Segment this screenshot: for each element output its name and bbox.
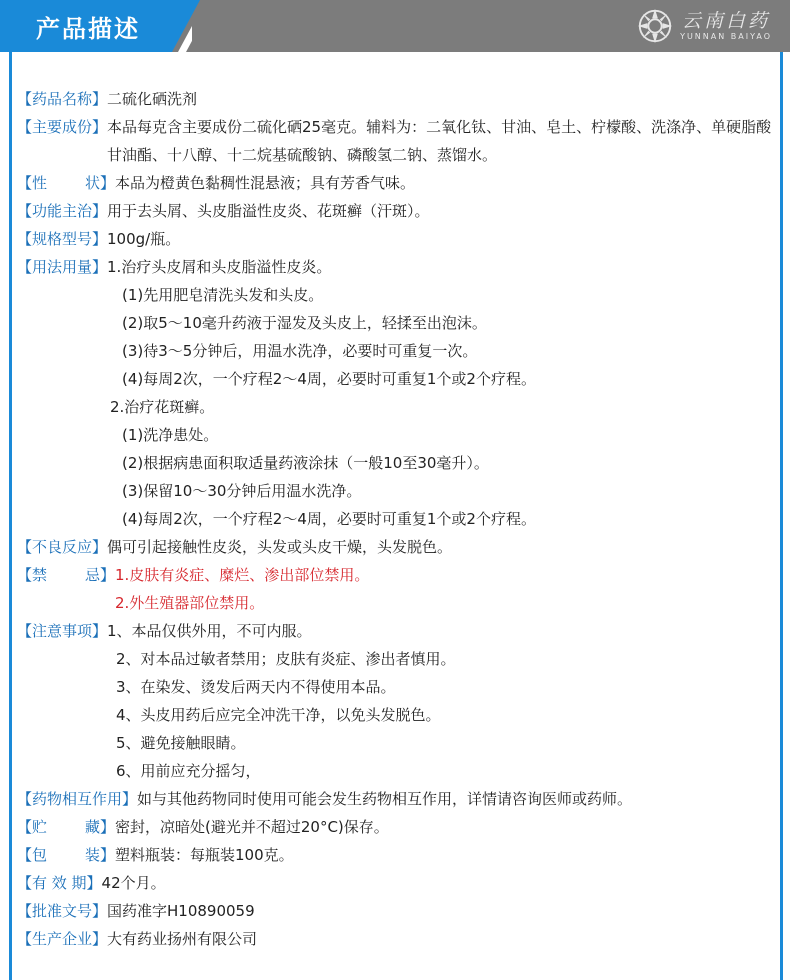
field-interaction xyxy=(17,785,777,813)
usage-step: (2)取5～10毫升药液于湿发及头皮上，轻揉至出泡沫。 xyxy=(122,314,487,332)
field-value: 本品每克含主要成份二硫化硒25毫克。辅料为：二氧化钛、甘油、皂土、柠檬酸、洗涤净、单硬脂酸甘油酯、十八醇、十二烷基硫酸钠、磷酸氢二钠、蒸馏水。 xyxy=(107,118,772,164)
field-value: 偶可引起接触性皮炎，头发或头皮干燥，头发脱色。 xyxy=(107,538,453,556)
usage-step: (4)每周2次，一个疗程2～4周，必要时可重复1个或2个疗程。 xyxy=(122,370,536,388)
lotus-logo-icon xyxy=(636,7,674,45)
field-validity xyxy=(17,869,777,897)
field-label xyxy=(17,169,115,197)
field-value: 国药准字H10890059 xyxy=(107,902,255,920)
brand-logo-group xyxy=(636,6,772,46)
field-value: 1、本品仅供外用，不可内服。 xyxy=(107,622,312,640)
field-usage xyxy=(17,253,777,281)
note-item: 5、避免接触眼睛。 xyxy=(116,734,246,752)
field-notes xyxy=(17,617,777,645)
field-character xyxy=(17,169,777,197)
field-value: 如与其他药物同时使用可能会发生药物相互作用，详情请咨询医师或药师。 xyxy=(137,790,633,808)
contraindication-line: 2.外生殖器部位禁用。 xyxy=(115,594,265,612)
field-indication xyxy=(17,197,777,225)
usage-step: (1)先用肥皂清洗头发和头皮。 xyxy=(122,286,324,304)
usage-step: (2)根据病患面积取适量药液涂抹（一般10至30毫升）。 xyxy=(122,454,489,472)
field-label: 【药品名称】 xyxy=(17,90,108,108)
brand-name-en: YUNNAN BAIYAO xyxy=(680,32,772,41)
field-value: 塑料瓶装：每瓶装100克。 xyxy=(115,846,294,864)
note-item: 3、在染发、烫发后两天内不得使用本品。 xyxy=(116,678,396,696)
field-contraindication xyxy=(17,561,777,589)
field-value: 1.皮肤有炎症、糜烂、渗出部位禁用。 xyxy=(115,566,370,584)
field-package xyxy=(17,841,777,869)
field-label-left: 【性 xyxy=(17,174,48,192)
field-label: 【药物相互作用】 xyxy=(17,790,138,808)
note-item: 2、对本品过敏者禁用；皮肤有炎症、渗出者慎用。 xyxy=(116,650,456,668)
usage-step: (3)待3～5分钟后，用温水洗净，必要时可重复一次。 xyxy=(122,342,478,360)
usage-step: (1)洗净患处。 xyxy=(122,426,219,444)
field-spec xyxy=(17,225,777,253)
field-adverse xyxy=(17,533,777,561)
field-value: 1.治疗头皮屑和头皮脂溢性皮炎。 xyxy=(107,258,332,276)
field-label: 【功能主治】 xyxy=(17,202,108,220)
field-label: 【用法用量】 xyxy=(17,258,108,276)
usage-step: (3)保留10～30分钟后用温水洗净。 xyxy=(122,482,362,500)
note-item: 6、用前应充分摇匀， xyxy=(116,762,261,780)
field-value: 二硫化硒洗剂 xyxy=(107,90,198,108)
usage-line: 2.治疗花斑癣。 xyxy=(110,398,215,416)
field-label xyxy=(17,561,115,589)
field-label-right: 忌】 xyxy=(84,566,115,584)
field-label: 【批准文号】 xyxy=(17,902,108,920)
field-label-left: 【禁 xyxy=(17,566,48,584)
field-storage xyxy=(17,813,777,841)
field-label: 【不良反应】 xyxy=(17,538,108,556)
field-value: 密封，凉暗处(避光并不超过20°C)保存。 xyxy=(115,818,389,836)
field-label-left: 【贮 xyxy=(17,818,48,836)
field-value: 本品为橙黄色黏稠性混悬液；具有芳香气味。 xyxy=(115,174,416,192)
field-label: 【注意事项】 xyxy=(17,622,108,640)
page-title: 产品描述 xyxy=(36,15,140,43)
field-ingredients xyxy=(17,113,777,169)
field-label: 【有 效 期】 xyxy=(17,874,102,892)
field-label-right: 装】 xyxy=(84,846,115,864)
field-label xyxy=(17,841,115,869)
field-label: 【规格型号】 xyxy=(17,230,108,248)
field-name xyxy=(17,85,777,113)
field-label xyxy=(17,813,115,841)
field-value: 大有药业扬州有限公司 xyxy=(107,930,258,948)
field-label: 【主要成份】 xyxy=(17,118,108,136)
field-value: 100g/瓶。 xyxy=(107,230,181,248)
field-label-right: 藏】 xyxy=(84,818,115,836)
brand-name-cn: 云南白药 xyxy=(682,10,771,32)
usage-step: (4)每周2次，一个疗程2～4周，必要时可重复1个或2个疗程。 xyxy=(122,510,536,528)
product-description xyxy=(17,85,777,953)
field-value: 42个月。 xyxy=(101,874,166,892)
field-label-left: 【包 xyxy=(17,846,48,864)
field-value: 用于去头屑、头皮脂溢性皮炎、花斑癣（汗斑）。 xyxy=(107,202,430,220)
header-bar xyxy=(0,0,790,52)
field-approval xyxy=(17,897,777,925)
note-item: 4、头皮用药后应完全冲洗干净，以免头发脱色。 xyxy=(116,706,441,724)
field-label: 【生产企业】 xyxy=(17,930,108,948)
field-label-right: 状】 xyxy=(84,174,115,192)
field-manufacturer xyxy=(17,925,777,953)
